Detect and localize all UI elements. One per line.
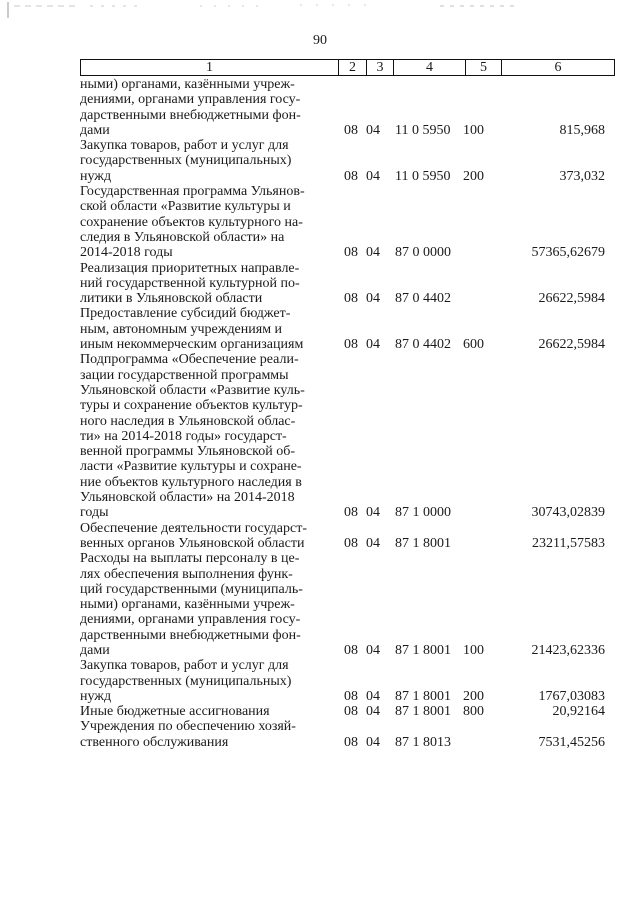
row-section-code: 08 (344, 245, 358, 261)
table-row (80, 138, 615, 184)
row-expense-type-code: 800 (463, 704, 484, 720)
table-row (80, 719, 615, 750)
row-expense-type-code: 200 (463, 168, 484, 184)
row-amount: 21423,62336 (531, 642, 605, 658)
row-description: Реализация приоритетных направле- ний государственной культурной по- литики в Ульяновской области (80, 260, 300, 307)
row-target-article-code: 87 1 8001 (395, 704, 451, 720)
row-expense-type-code (459, 505, 499, 520)
budget-table-body (80, 77, 615, 750)
row-description: Предоставление субсидий бюджет- ным, автономным учреждениям и иным некоммерческим организациям (80, 306, 304, 353)
row-subsection-code: 04 (366, 505, 380, 521)
row-target-article-code: 87 0 4402 (395, 337, 451, 353)
row-amount: 1767,03083 (538, 688, 605, 704)
row-subsection-code: 04 (366, 122, 380, 138)
row-description: Государственная программа Ульянов- ской области «Развитие культуры и сохранение объектов культурного на- следия в Ульяновской области» на 2014-2018 годы (80, 184, 305, 261)
row-section-code: 08 (344, 337, 358, 353)
row-description: Закупка товаров, работ и услуг для государственных (муниципальных) нужд (80, 138, 292, 184)
table-row (80, 306, 615, 352)
page-number: 90 (313, 33, 327, 48)
table-row (80, 658, 615, 704)
row-subsection-code: 04 (366, 245, 380, 261)
table-row (80, 521, 615, 552)
table-header-row (80, 59, 615, 76)
row-description: Иные бюджетные ассигнования (80, 704, 270, 720)
row-expense-type-code (459, 735, 499, 750)
column-header-2: 2 (338, 60, 366, 75)
row-section-code: 08 (344, 734, 358, 750)
row-expense-type-code: 100 (463, 122, 484, 138)
row-target-article-code: 87 1 8001 (395, 535, 451, 551)
column-header-5: 5 (465, 60, 501, 75)
row-section-code: 08 (344, 291, 358, 307)
row-section-code: 08 (344, 122, 358, 138)
row-target-article-code: 87 0 4402 (395, 291, 451, 307)
row-expense-type-code: 200 (463, 688, 484, 704)
table-row (80, 77, 615, 138)
row-expense-type-code: 600 (463, 337, 484, 353)
row-subsection-code: 04 (366, 642, 380, 658)
row-amount: 373,032 (559, 168, 605, 184)
row-description: Расходы на выплаты персоналу в це- лях обеспечения выполнения функ- ций государственными (муниципаль- ными) органами, казёнными учреж- дениями, органами управления госу- дарственными внебюджетными фон- дами (80, 551, 303, 658)
row-target-article-code: 87 0 0000 (395, 245, 451, 261)
row-target-article-code: 87 1 8013 (395, 734, 451, 750)
row-subsection-code: 04 (366, 535, 380, 551)
row-description: Подпрограмма «Обеспечение реали- зации государственной программы Ульяновской области «Развитие куль- туры и сохранение объектов культур- ного наследия в Ульяновской облас- ти» на 2014-2018 годы» государст- венной программы Ульяновской об- ласти «Развитие культуры и сохране- ние объектов культурного наследия в Ульяновской области» на 2014-2018 годы (80, 352, 305, 521)
row-description: Учреждения по обеспечению хозяй- ственного обслуживания (80, 719, 296, 750)
row-section-code: 08 (344, 704, 358, 720)
column-header-1: 1 (206, 60, 213, 75)
row-amount: 815,968 (559, 122, 605, 138)
table-row (80, 704, 615, 719)
row-expense-type-code (459, 245, 499, 260)
table-row (80, 551, 615, 658)
table-row (80, 352, 615, 520)
row-amount: 7531,45256 (538, 734, 605, 750)
row-expense-type-code: 100 (463, 642, 484, 658)
row-description: Закупка товаров, работ и услуг для государственных (муниципальных) нужд (80, 658, 292, 704)
row-amount: 57365,62679 (531, 245, 605, 261)
row-section-code: 08 (344, 688, 358, 704)
row-subsection-code: 04 (366, 704, 380, 720)
row-description: Обеспечение деятельности государст- венных органов Ульяновской области (80, 520, 308, 551)
row-expense-type-code (459, 291, 499, 306)
row-section-code: 08 (344, 642, 358, 658)
table-row (80, 184, 615, 260)
scan-artifact-top-edge (0, 0, 640, 20)
row-amount: 20,92164 (552, 704, 605, 720)
row-amount: 26622,5984 (538, 337, 605, 353)
row-target-article-code: 87 1 0000 (395, 505, 451, 521)
row-section-code: 08 (344, 505, 358, 521)
row-description: ными) органами, казёнными учреж- дениями, органами управления госу- дарственными внебюджетными фон- дами (80, 77, 301, 138)
row-expense-type-code (459, 536, 499, 551)
row-subsection-code: 04 (366, 168, 380, 184)
table-row (80, 261, 615, 307)
row-amount: 26622,5984 (538, 291, 605, 307)
row-target-article-code: 11 0 5950 (395, 168, 451, 184)
row-target-article-code: 87 1 8001 (395, 688, 451, 704)
row-section-code: 08 (344, 535, 358, 551)
row-subsection-code: 04 (366, 337, 380, 353)
row-subsection-code: 04 (366, 291, 380, 307)
row-target-article-code: 11 0 5950 (395, 122, 451, 138)
row-subsection-code: 04 (366, 734, 380, 750)
row-subsection-code: 04 (366, 688, 380, 704)
column-header-6: 6 (501, 60, 614, 75)
row-amount: 30743,02839 (531, 505, 605, 521)
row-target-article-code: 87 1 8001 (395, 642, 451, 658)
column-header-3: 3 (366, 60, 393, 75)
row-section-code: 08 (344, 168, 358, 184)
column-header-4: 4 (393, 60, 465, 75)
row-amount: 23211,57583 (532, 535, 605, 551)
